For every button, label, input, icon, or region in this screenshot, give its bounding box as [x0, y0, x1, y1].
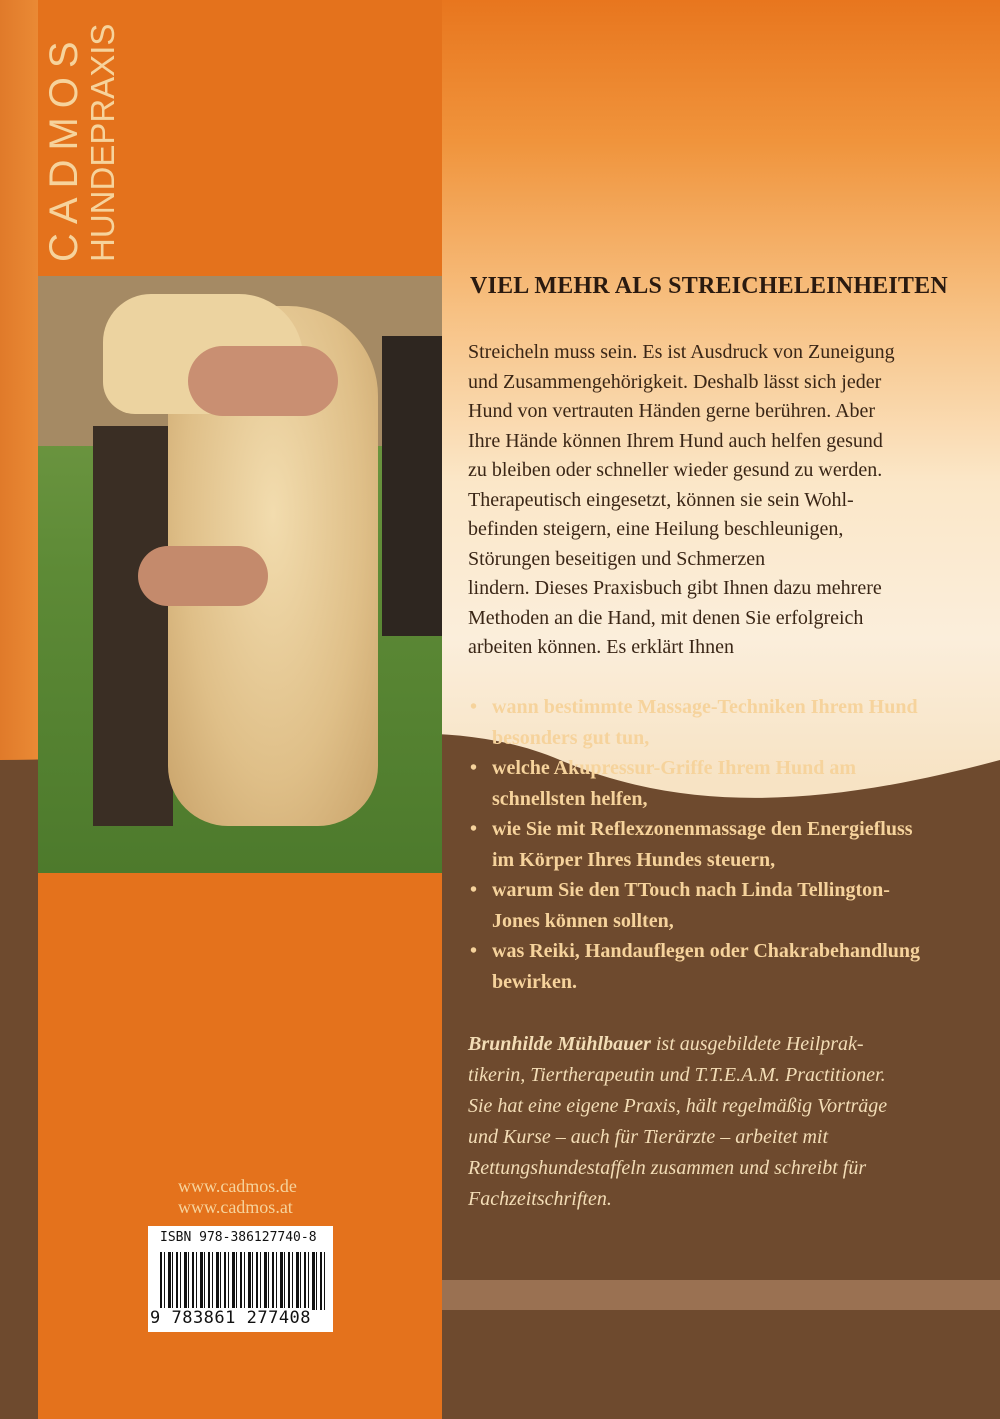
- author-bio: [468, 1029, 887, 1215]
- feature-line: schnellsten helfen,: [492, 787, 648, 810]
- feature-item: [468, 814, 988, 875]
- feature-item: [468, 936, 988, 997]
- dog-photo: [38, 276, 442, 873]
- author-bio-line: Fachzeitschriften.: [468, 1188, 612, 1210]
- intro-line: Streicheln muss sein. Es ist Ausdruck von Zuneigung: [468, 341, 895, 363]
- intro-line: lindern. Dieses Praxisbuch gibt Ihnen dazu mehrere: [468, 577, 882, 599]
- feature-line: wie Sie mit Reflexzonenmassage den Energiefluss: [492, 818, 913, 840]
- photo-hand: [188, 346, 338, 416]
- feature-line: warum Sie den TTouch nach Linda Tellington-: [492, 879, 890, 901]
- feature-line: Jones können sollten,: [492, 909, 674, 932]
- author-name: Brunhilde Mühlbauer: [468, 1033, 651, 1055]
- bullet-icon: •: [470, 757, 478, 779]
- feature-item: [468, 875, 988, 936]
- intro-line: zu bleiben oder schneller wieder gesund zu werden.: [468, 459, 883, 481]
- intro-line: Hund von vertrauten Händen gerne berühren. Aber: [468, 400, 876, 422]
- bullet-icon: •: [470, 818, 478, 840]
- intro-line: und Zusammengehörigkeit. Deshalb lässt sich jeder: [468, 370, 882, 393]
- feature-line: was Reiki, Handauflegen oder Chakrabehandlung: [492, 940, 921, 962]
- author-bio-line: Sie hat eine eigene Praxis, hält regelmäßig Vorträge: [468, 1095, 888, 1117]
- feature-item: [468, 753, 988, 814]
- author-bio-line: tikerin, Tiertherapeutin und T.T.E.A.M. Practitioner.: [468, 1064, 886, 1086]
- intro-text: [468, 338, 988, 663]
- photo-hand: [138, 546, 268, 606]
- feature-line: bewirken.: [492, 970, 577, 993]
- author-bio-line: Rettungshundestaffeln zusammen und schreibt für: [468, 1157, 867, 1179]
- blurb-title: VIEL MEHR ALS STREICHELEINHEITEN: [470, 273, 948, 299]
- feature-list: [468, 692, 988, 997]
- feature-line: welche Akupressur-Griffe Ihrem Hund am: [492, 757, 857, 779]
- feature-line: besonders gut tun,: [492, 726, 650, 749]
- photo-leg: [93, 426, 173, 826]
- website-at: www.cadmos.at: [178, 1197, 293, 1217]
- bottom-band: [442, 1280, 1000, 1310]
- websites: [178, 1176, 297, 1218]
- barcode-digits: 9 783861 277408: [150, 1308, 312, 1328]
- bullet-icon: •: [470, 879, 478, 901]
- isbn-barcode: [148, 1226, 333, 1332]
- photo-leg: [382, 336, 442, 636]
- bullet-icon: •: [470, 696, 478, 718]
- feature-line: wann bestimmte Massage-Techniken Ihrem Hund: [492, 696, 918, 718]
- barcode-bars: [160, 1252, 325, 1310]
- feature-line: im Körper Ihres Hundes steuern,: [492, 848, 776, 871]
- intro-line: Ihre Hände können Ihrem Hund auch helfen gesund: [468, 429, 883, 452]
- intro-line: arbeiten können. Es erklärt Ihnen: [468, 636, 735, 658]
- intro-line: Therapeutisch eingesetzt, können sie sein Wohl-: [468, 488, 854, 511]
- intro-line: befinden steigern, eine Heilung beschleunigen,: [468, 518, 844, 540]
- intro-line: Störungen beseitigen und Schmerzen: [468, 547, 766, 570]
- website-de: www.cadmos.de: [178, 1176, 297, 1196]
- brand-name: CADMOS: [42, 32, 86, 262]
- author-bio-line: und Kurse – auch für Tierärzte – arbeitet mit: [468, 1126, 828, 1148]
- series-name: HUNDEPRAXIS: [84, 23, 121, 262]
- bullet-icon: •: [470, 940, 478, 962]
- author-bio-line: ist ausgebildete Heilprak-: [650, 1033, 864, 1055]
- isbn-label: ISBN 978-386127740-8: [160, 1230, 317, 1245]
- intro-line: Methoden an die Hand, mit denen Sie erfolgreich: [468, 606, 864, 629]
- brand-logo: [44, 24, 119, 262]
- feature-item: [468, 692, 988, 753]
